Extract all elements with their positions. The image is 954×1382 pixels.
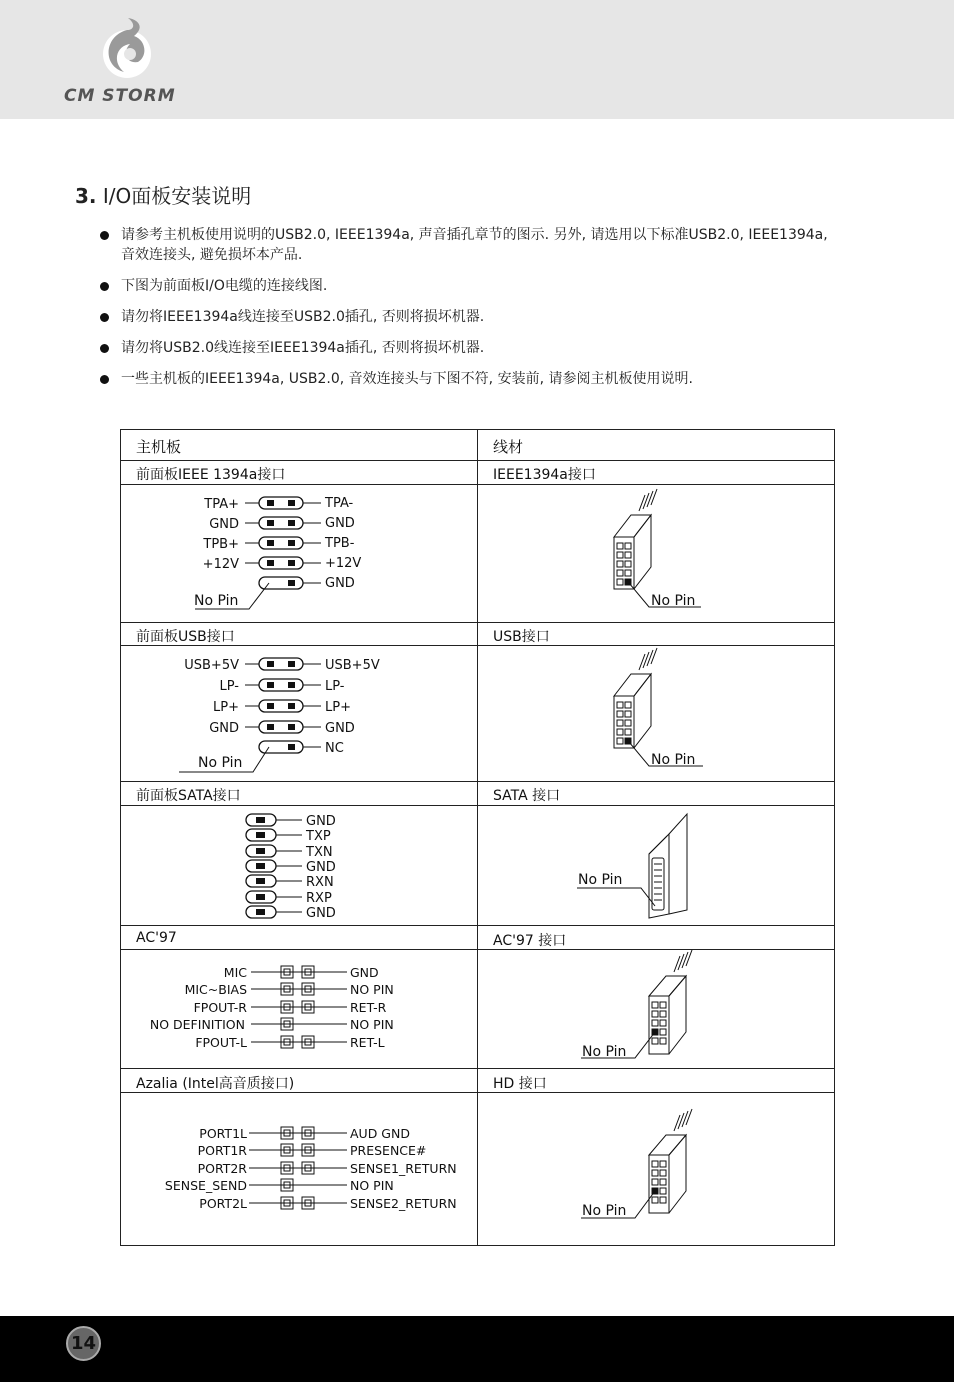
azalia-left-pin: PORT1R (197, 1143, 247, 1158)
azalia-right-title: HD 接口 (493, 1076, 547, 1092)
row-divider (121, 1068, 834, 1069)
ac97-right-pin: RET-L (350, 1035, 385, 1050)
row-divider (121, 622, 834, 623)
storm-swirl-icon (64, 16, 194, 86)
azalia-header-pins (249, 1127, 347, 1209)
azalia-right-pin: NO PIN (350, 1178, 394, 1193)
instruction-item: 下图为前面板I/O电缆的连接线图. (100, 276, 840, 296)
azalia-left-pin: PORT1L (199, 1126, 247, 1141)
ieee-left-pin: TPA+ (204, 497, 239, 512)
usb-cable-connector (614, 648, 703, 766)
usb-right-pin: GND (325, 721, 355, 736)
sata-pin: GND (306, 814, 336, 829)
sata-cable-connector (577, 814, 687, 918)
sata-pin: RXP (306, 891, 332, 906)
ac97-diagram (121, 950, 834, 1068)
ac97-header-pins (251, 966, 347, 1048)
row-divider (121, 925, 834, 926)
ac97-right-pin: NO PIN (350, 1017, 394, 1032)
sata-pin: TXP (306, 829, 331, 844)
instruction-item: 一些主机板的IEEE1394a, USB2.0, 音效连接头与下图不符, 安装前, 请参阅主机板使用说明. (100, 369, 840, 389)
ac97-right-pin: NO PIN (350, 982, 394, 997)
azalia-diagram (121, 1093, 834, 1243)
row-divider (121, 781, 834, 782)
ac97-right-pin: RET-R (350, 1000, 387, 1015)
azalia-right-pin: PRESENCE# (350, 1143, 427, 1158)
usb-right-pin: LP+ (325, 700, 351, 715)
section-title (75, 180, 251, 209)
azalia-right-pin: AUD GND (350, 1126, 410, 1141)
usb-left-pin: GND (209, 721, 239, 736)
ieee-right-title: IEEE1394a接口 (493, 467, 596, 483)
sata-right-title: SATA 接口 (493, 788, 561, 804)
ieee-right-pin: TPA- (325, 496, 354, 511)
usb-right-pin: NC (325, 741, 344, 756)
section-title-text: I/O面板安装说明 (102, 184, 252, 208)
ieee-no-pin-label: No Pin (194, 593, 239, 609)
usb-left-pin: LP- (219, 679, 239, 694)
ieee-left-title: 前面板IEEE 1394a接口 (136, 467, 286, 483)
ac97-right-pin: GND (350, 965, 379, 980)
row-divider (121, 460, 834, 461)
ieee-right-pin: +12V (325, 556, 362, 571)
ieee-left-pin: +12V (202, 557, 239, 572)
ieee-right-pin: GND (325, 576, 355, 591)
page-number: 14 (66, 1326, 101, 1361)
ac97-left-pin: MIC~BIAS (184, 982, 247, 997)
sata-diagram (121, 806, 834, 924)
section-number: 3. (75, 184, 97, 208)
ac97-cable-connector (581, 950, 692, 1058)
ac97-cable-no-pin-label: No Pin (582, 1044, 627, 1060)
ieee-diagram (121, 485, 834, 621)
azalia-right-pin: SENSE2_RETURN (350, 1196, 457, 1211)
ieee-left-pin: TPB+ (203, 537, 239, 552)
ac97-right-title: AC'97 接口 (493, 933, 567, 949)
azalia-left-pin: PORT2L (199, 1196, 247, 1211)
instruction-list (100, 225, 840, 400)
ieee-cable-connector (614, 489, 701, 607)
usb-left-title: 前面板USB接口 (136, 629, 235, 645)
ac97-left-pin: FPOUT-R (193, 1000, 247, 1015)
azalia-left-title: Azalia (Intel高音质接口) (136, 1076, 295, 1092)
ieee-left-pin: GND (209, 517, 239, 532)
column-header-cable: 线材 (493, 438, 524, 456)
sata-pin: GND (306, 906, 336, 921)
usb-right-title: USB接口 (493, 629, 550, 645)
ac97-left-pin: FPOUT-L (195, 1035, 247, 1050)
footer-band (0, 1316, 954, 1382)
pinout-table (120, 429, 835, 1246)
ac97-left-title: AC'97 (136, 930, 177, 946)
logo-text: CM STORM (64, 86, 176, 106)
usb-diagram (121, 646, 834, 780)
azalia-left-pin: PORT2R (197, 1161, 247, 1176)
azalia-cable-no-pin-label: No Pin (582, 1203, 627, 1219)
sata-pin: TXN (306, 845, 333, 860)
instruction-item: 请勿将USB2.0线连接至IEEE1394a插孔, 否则将损坏机器. (100, 338, 840, 358)
cm-storm-logo (64, 16, 194, 108)
header-band (0, 0, 954, 119)
usb-left-pin: USB+5V (184, 658, 239, 673)
sata-pin: GND (306, 860, 336, 875)
usb-right-pin: LP- (325, 679, 345, 694)
ieee-right-pin: TPB- (325, 536, 355, 551)
sata-cable-no-pin-label: No Pin (578, 872, 623, 888)
instruction-item: 请参考主机板使用说明的USB2.0, IEEE1394a, 声音插孔章节的图示. 另外, 请选用以下标准USB2.0, IEEE1394a, 音效连接头, 避免损坏本产品. (100, 225, 840, 265)
sata-left-title: 前面板SATA接口 (136, 788, 241, 804)
usb-right-pin: USB+5V (325, 658, 380, 673)
column-header-motherboard: 主机板 (136, 438, 182, 456)
ac97-left-pin: MIC (223, 965, 247, 980)
azalia-left-pin: SENSE_SEND (164, 1178, 247, 1193)
ac97-left-pin: NO DEFINITION (149, 1017, 245, 1032)
sata-header-pins (246, 814, 302, 918)
ieee-cable-no-pin-label: No Pin (651, 593, 696, 609)
usb-left-pin: LP+ (213, 700, 239, 715)
azalia-cable-connector (581, 1109, 692, 1218)
usb-no-pin-label: No Pin (198, 755, 243, 771)
instruction-item: 请勿将IEEE1394a线连接至USB2.0插孔, 否则将损坏机器. (100, 307, 840, 327)
sata-pin: RXN (306, 875, 334, 890)
azalia-right-pin: SENSE1_RETURN (350, 1161, 457, 1176)
usb-cable-no-pin-label: No Pin (651, 752, 696, 768)
ieee-right-pin: GND (325, 516, 355, 531)
